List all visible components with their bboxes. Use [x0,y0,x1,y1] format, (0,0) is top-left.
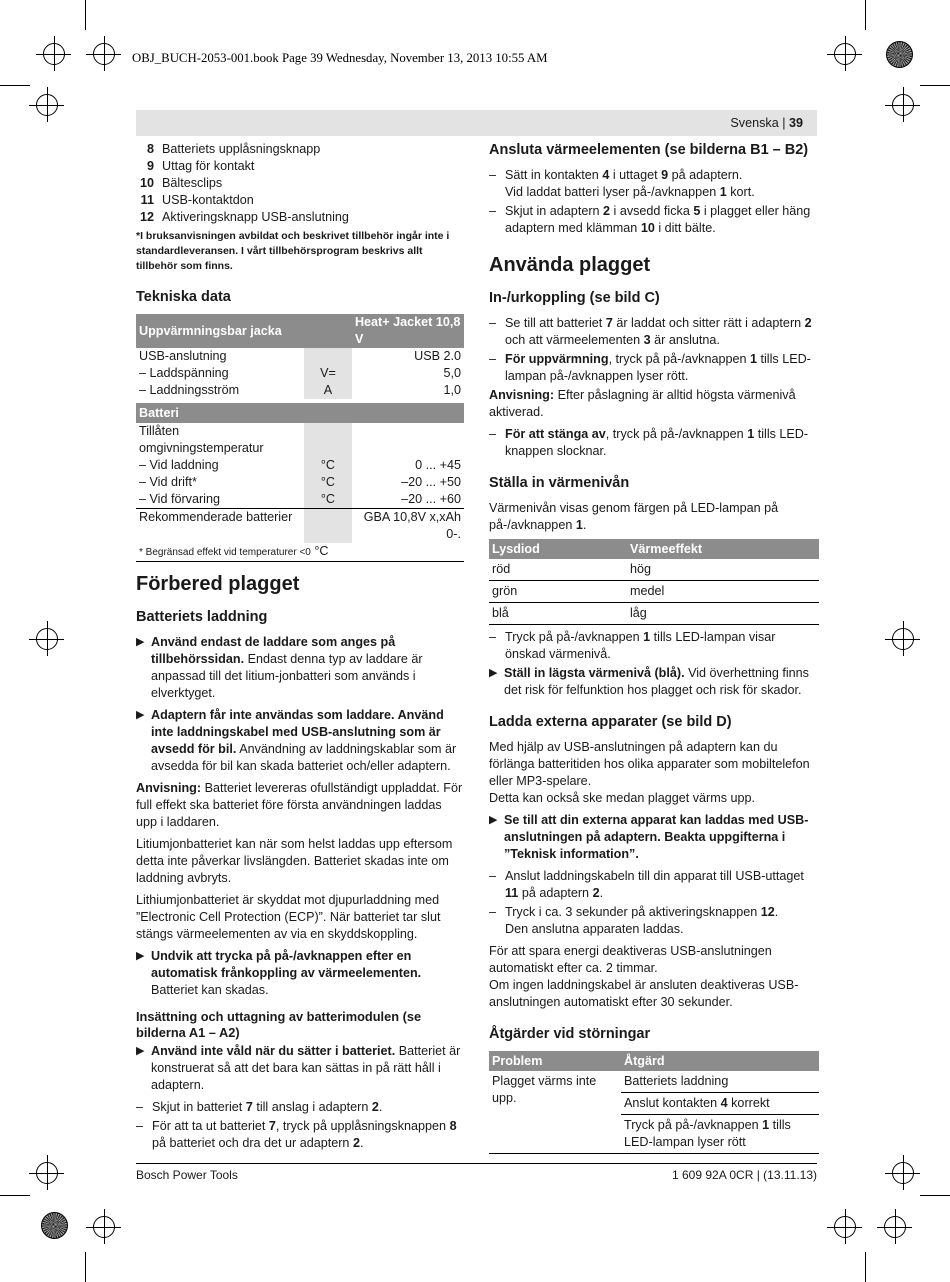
tech-heading: Tekniska data [136,289,231,305]
tech-table: Uppvärmningsbar jacka Heat+ Jacket 10,8 V USB-anslutning USB 2.0 – Laddspänning V= 5,0 – Laddningsström A 1,0 Batteri Tillåten omgivningstemperatur – Vid laddning °C 0 ... +45 – Vid drift* °C –20 ... +50 – Vid förvaring °C –20 ... +60 Rekommenderade batterier GBA 10,8V x,xAh 0-. * Begränsad effekt vid temperaturer <0 °C [136,314,464,562]
table-row: – Vid drift* °C –20 ... +50 [139,475,461,489]
list-item: 8 Batteriets upplåsningsknapp [146,142,321,156]
registration-mark-icon [93,43,115,65]
registration-mark-icon [834,1216,856,1238]
registration-mark-icon [892,94,914,116]
use-title: Använda plagget [489,254,651,276]
table-row: – Laddningsström A 1,0 [139,383,461,397]
table-row: – Vid laddning °C 0 ... +45 [139,458,461,472]
list-item: Vid laddat batteri lyser på-/avknappen 1 kort. [505,185,755,199]
registration-mark-icon [93,1216,115,1238]
right-column [489,141,819,1154]
paragraph: Om ingen laddningskabel är ansluten deaktiveras USB-anslutningen automatiskt efter 30 sekunder. [489,978,799,1009]
file-header: OBJ_BUCH-2053-001.book Page 39 Wednesday, November 13, 2013 10:55 AM [132,51,548,65]
insert-heading: Insättning och uttagning av batterimodulen (se bilderna A1 – A2) [136,1009,422,1040]
registration-mark-icon [884,1216,906,1238]
list-item: ▶ Se till att din externa apparat kan laddas med USB-anslutningen på adaptern. Beakta uppgifterna i ”Teknisk information”. [489,813,809,861]
color-target-icon [886,41,913,68]
list-item: – För att stänga av, tryck på på-/avknappen 1 tills LED-knappen slocknar. [489,427,809,458]
table-row: grön medel [489,581,819,603]
list-item: – Skjut in adaptern 2 i avsedd ficka 5 i plagget eller häng adaptern med klämman 10 i ditt bälte. [489,204,811,235]
table-row: – Laddspänning V= 5,0 [139,366,461,380]
note: Anvisning: Efter påslagning är alltid högsta värmenivå aktiverad. [489,388,796,419]
registration-mark-icon [36,94,58,116]
registration-mark-icon [892,1162,914,1184]
crop-mark [920,85,950,86]
external-heading: Ladda externa apparater (se bild D) [489,714,732,730]
crop-mark [865,1252,866,1282]
list-item: ▶ Ställ in lägsta värmenivå (blå). Vid överhettning finns det risk för felfunktion hos plagget och risk för skador. [489,666,809,697]
crop-mark [85,0,86,30]
left-column [136,141,464,1154]
list-item: – Se till att batteriet 7 är laddat och sitter rätt i adaptern 2 och att värmeelementen 3 är anslutna. [489,316,812,347]
list-item: – Tryck på på-/avknappen 1 tills LED-lampan visar önskad värmenivå. [489,630,776,661]
accessory-note: *I bruksanvisningen avbildat och beskrivet tillbehör ingår inte i standardleveransen. I vårt tillbehörsprogram beskrivs allt tillbehör som finns. [136,230,450,272]
list-item: 9 Uttag för kontakt [146,159,255,173]
list-item: – Sätt in kontakten 4 i uttaget 9 på adaptern. [489,168,743,182]
crop-mark [0,1195,30,1196]
registration-mark-icon [834,43,856,65]
list-item: Den anslutna apparaten laddas. [505,922,684,936]
color-target-icon [41,1212,68,1239]
table-row: röd hög [489,559,819,581]
paragraph: Litiumjonbatteriet kan när som helst laddas upp eftersom detta inte påverkar livslängden. Batteriet skadas inte om laddning avbryts. [136,837,453,885]
onoff-heading: In-/urkoppling (se bild C) [489,290,660,306]
led-table: Lysdiod Värmeeffekt röd hög grön medel blå låg [489,539,819,625]
paragraph: Lithiumjonbatteriet är skyddat mot djupurladdning med ”Electronic Cell Protection (ECP)”. När batteriet tar slut stängs värmeelementen av via en skyddskoppling. [136,893,441,941]
list-item: 12 Aktiveringsknapp USB-anslutning [139,210,349,224]
charging-heading: Batteriets laddning [136,609,268,625]
parts-list [136,141,464,226]
crop-mark [0,85,30,86]
list-item: – Tryck i ca. 3 sekunder på aktiveringsknappen 12. [489,905,779,919]
note: Anvisning: Batteriet levereras ofullständigt uppladdat. För full effekt ska batteriet före första användningen laddas upp i laddaren. [136,781,463,829]
table-row: – Vid förvaring °C –20 ... +60 [136,491,464,509]
list-item: – Skjut in batteriet 7 till anslag i adaptern 2. [136,1100,383,1114]
paragraph: För att spara energi deaktiveras USB-anslutningen automatiskt efter ca. 2 timmar. [489,944,772,975]
list-item: 11 USB-kontaktdon [140,193,254,207]
page-header [136,110,817,136]
trouble-table: Problem Åtgärd Plagget värms inte upp. Batteriets laddning Anslut kontakten 4 korrekt Tryck på på-/avknappen 1 tills LED-lampan lyser rött [489,1051,819,1154]
crop-mark [920,1195,950,1196]
trouble-heading: Åtgärder vid störningar [489,1026,651,1042]
list-item: ▶ Adaptern får inte användas som laddare. Använd inte laddningskabel med USB-anslutning som är avsedd för bil. Användning av laddningskablar som är avsedda för bil kan skada batteriet och/eller adaptern. [136,708,457,773]
level-heading: Ställa in värmenivån [489,475,630,491]
paragraph: Med hjälp av USB-anslutningen på adaptern kan du förlänga batteritiden hos olika apparater som mobiltelefon eller MP3-spelare. [489,740,810,788]
list-item: – Anslut laddningskabeln till din apparat till USB-uttaget 11 på adaptern 2. [489,869,804,900]
crop-mark [865,0,866,30]
list-item: – För uppvärmning, tryck på på-/avknappen 1 tills LED-lampan på-/avknappen lyser rött. [489,352,811,383]
list-item: – För att ta ut batteriet 7, tryck på upplåsningsknappen 8 på batteriet och dra det ur adaptern 2. [136,1119,457,1150]
registration-mark-icon [43,43,65,65]
list-item: 10 Bältesclips [139,176,223,190]
connect-heading: Ansluta värmeelementen (se bilderna B1 – B2) [489,142,809,158]
table-row: USB-anslutning USB 2.0 [139,349,461,363]
page-number: Svenska | 39 [730,116,803,130]
crop-mark [85,1252,86,1282]
page-footer: Bosch Power Tools 1 609 92A 0CR | (13.11.13) [136,1163,817,1184]
list-item: ▶ Använd endast de laddare som anges på tillbehörssidan. Endast denna typ av laddare är anpassad till det litium-jonbatteri som används i elverktyget. [136,635,423,700]
registration-mark-icon [36,1162,58,1184]
prep-title: Förbered plagget [136,573,300,595]
table-row: blå låg [489,603,819,625]
paragraph: Värmenivån visas genom färgen på LED-lampan på på-/avknappen 1. [489,501,779,532]
list-item: ▶ Undvik att trycka på på-/avknappen efter en automatisk frånkoppling av värmeelementen. Batteriet kan skadas. [136,949,422,997]
registration-mark-icon [36,628,58,650]
list-item: ▶ Använd inte våld när du sätter i batteriet. Batteriet är konstruerat så att det bara kan sättas in på rätt håll i adaptern. [136,1044,461,1092]
paragraph: Detta kan också ske medan plagget värms upp. [489,791,756,805]
registration-mark-icon [892,628,914,650]
